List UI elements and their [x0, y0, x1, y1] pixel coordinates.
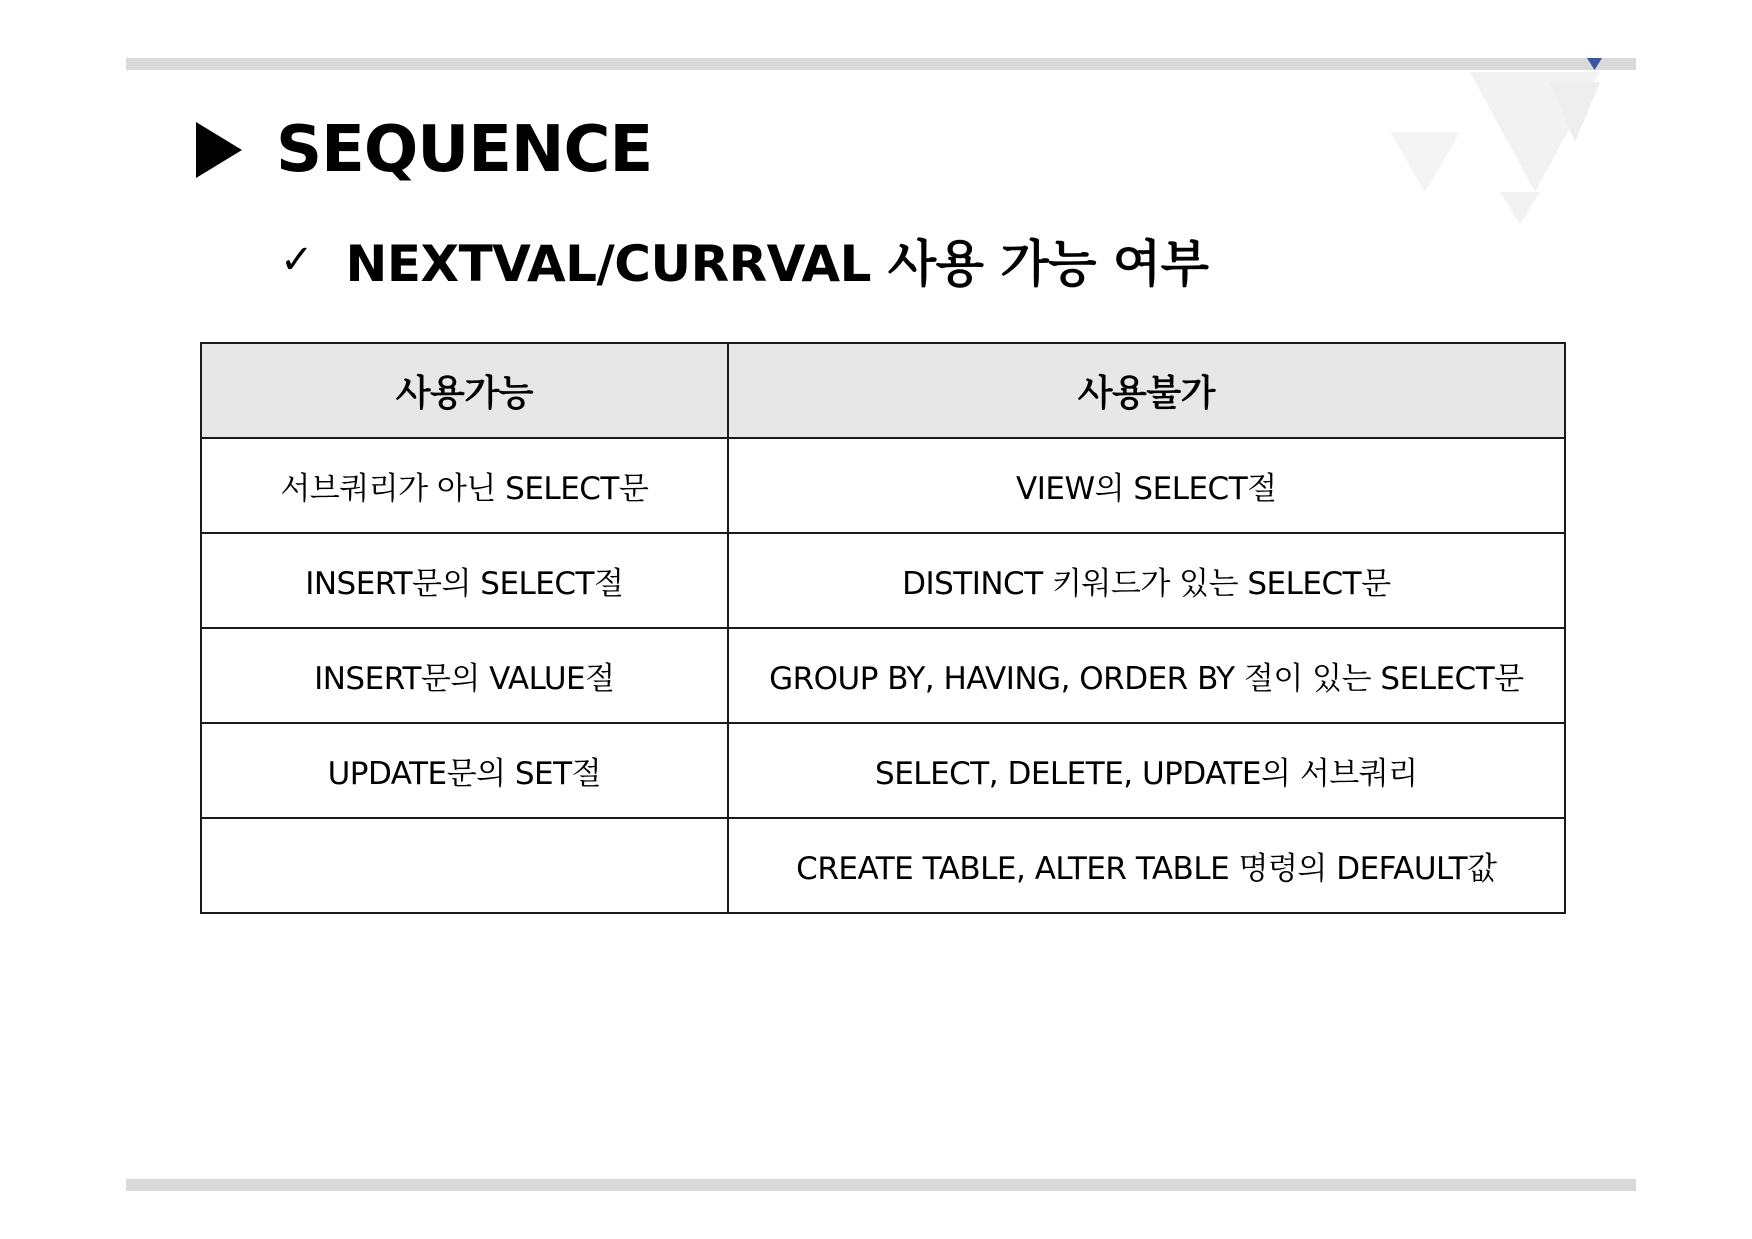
table-row: [201, 818, 1565, 913]
allowed-cell: UPDATE문의 SET절: [201, 723, 728, 818]
not-allowed-cell: VIEW의 SELECT절: [728, 438, 1565, 533]
triangle-right-icon: [196, 122, 242, 178]
decorative-triangles: [1380, 52, 1640, 232]
allowed-cell: INSERT문의 SELECT절: [201, 533, 728, 628]
not-allowed-cell: GROUP BY, HAVING, ORDER BY 절이 있는 SELECT문: [728, 628, 1565, 723]
title-text: SEQUENCE: [276, 113, 653, 187]
not-allowed-cell: DISTINCT 키워드가 있는 SELECT문: [728, 533, 1565, 628]
subtitle-text: NEXTVAL/CURRVAL 사용 가능 여부: [345, 235, 1209, 293]
table-header-row: [201, 343, 1565, 438]
checkmark-icon: ✓: [280, 237, 314, 283]
allowed-cell: 서브쿼리가 아닌 SELECT문: [201, 438, 728, 533]
header-not-allowed: 사용불가: [728, 343, 1565, 438]
allowed-cell: INSERT문의 VALUE절: [201, 628, 728, 723]
sequence-usage-table: [200, 342, 1566, 914]
allowed-cell: [201, 818, 728, 913]
slide-subtitle: [280, 228, 1208, 292]
table-row: [201, 723, 1565, 818]
not-allowed-cell: SELECT, DELETE, UPDATE의 서브쿼리: [728, 723, 1565, 818]
header-allowed: 사용가능: [201, 343, 728, 438]
not-allowed-cell: CREATE TABLE, ALTER TABLE 명령의 DEFAULT값: [728, 818, 1565, 913]
table-row: [201, 628, 1565, 723]
table-row: [201, 533, 1565, 628]
table-row: [201, 438, 1565, 533]
slide-title: [196, 110, 652, 190]
bottom-divider-bar: [126, 1179, 1636, 1191]
